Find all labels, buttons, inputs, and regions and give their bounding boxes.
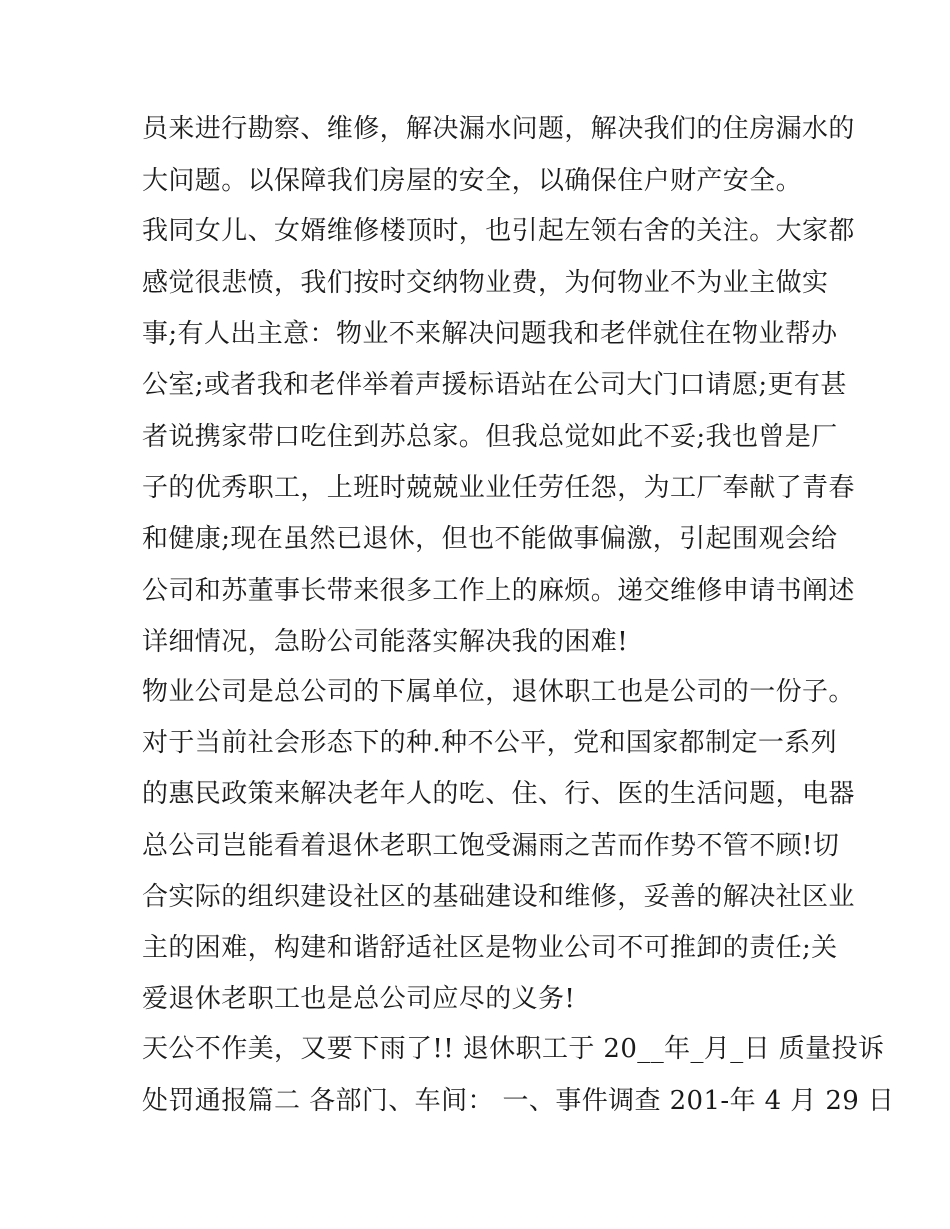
text-line-10: 公司和苏董事长带来很多工作上的麻烦。递交维修申请书阐述 — [142, 576, 855, 606]
text-line-3: 我同女儿、女婿维修楼顶时，也引起左领右舍的关注。大家都 — [142, 216, 855, 246]
text-line-18: 爱退休老职工也是总公司应尽的义务! — [142, 984, 576, 1014]
text-line-6: 公室;或者我和老伴举着声援标语站在公司大门口请愿;更有甚 — [142, 370, 847, 400]
text-line-15: 总公司岂能看着退休老职工饱受漏雨之苦而作势不管不顾!切 — [142, 831, 840, 861]
text-line-2: 大问题。以保障我们房屋的安全，以确保住户财产安全。 — [142, 166, 803, 196]
text-line-12: 物业公司是总公司的下属单位，退休职工也是公司的一份子。 — [142, 677, 855, 707]
text-line-7: 者说携家带口吃住到苏总家。但我总觉如此不妥;我也曾是厂 — [142, 422, 838, 452]
text-line-11: 详细情况，急盼公司能落实解决我的困难! — [142, 627, 629, 657]
text-line-13: 对于当前社会形态下的种.种不公平，党和国家都制定一系列 — [142, 728, 838, 758]
text-line-20: 处罚通报篇二 各部门、车间： 一、事件调查 201-年 4 月 29 日 — [142, 1086, 895, 1116]
text-line-19: 天公不作美，又要下雨了!! 退休职工于 20__年_月_日 质量投诉 — [142, 1034, 885, 1064]
text-line-9: 和健康;现在虽然已退休，但也不能做事偏激，引起围观会给 — [142, 524, 838, 554]
text-line-16: 合实际的组织建设社区的基础建设和维修，妥善的解决社区业 — [142, 882, 855, 912]
text-line-5: 事;有人出主意：物业不来解决问题我和老伴就住在物业帮办 — [142, 319, 838, 349]
text-line-8: 子的优秀职工，上班时兢兢业业任劳任怨，为工厂奉献了青春 — [142, 473, 855, 503]
text-line-17: 主的困难，构建和谐舒适社区是物业公司不可推卸的责任;关 — [142, 933, 838, 963]
text-line-1: 员来进行勘察、维修，解决漏水问题，解决我们的住房漏水的 — [142, 114, 855, 144]
text-line-4: 感觉很悲愤，我们按时交纳物业费，为何物业不为业主做实 — [142, 268, 829, 298]
text-line-14: 的惠民政策来解决老年人的吃、住、行、医的生活问题，电器 — [142, 779, 855, 809]
